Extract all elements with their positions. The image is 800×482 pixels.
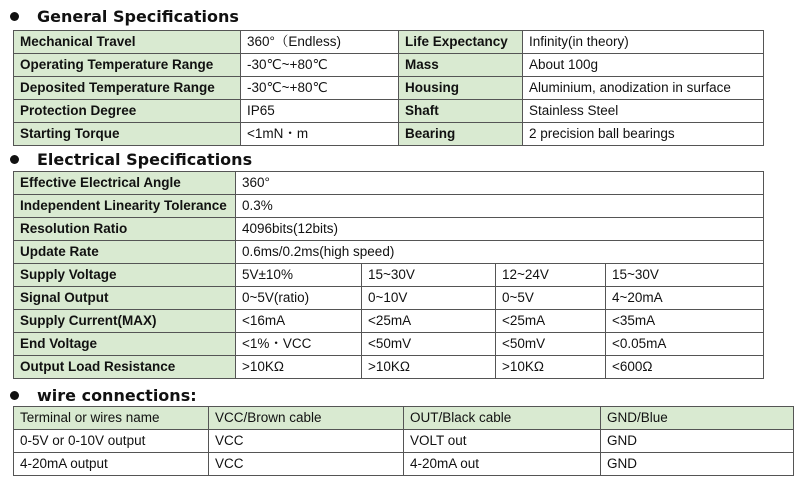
wire-connections-title: wire connections: [37,385,197,405]
spec-label: Supply Voltage [14,264,236,287]
table-row [14,356,764,379]
table-row [14,287,764,310]
spec-label: Update Rate [14,241,236,264]
spec-label: Mechanical Travel [14,31,241,54]
table-row [14,123,764,146]
spec-value: -30℃~+80℃ [241,54,399,77]
spec-label: Starting Torque [14,123,241,146]
table-row [14,333,764,356]
spec-value: 360°（Endless) [241,31,399,54]
spec-label: End Voltage [14,333,236,356]
bullet-icon [10,155,19,164]
table-row [14,453,794,476]
column-header: Terminal or wires name [14,407,209,430]
spec-value: 0.3% [236,195,764,218]
spec-value: <50mV [362,333,496,356]
table-row [14,54,764,77]
spec-value: <1mN・m [241,123,399,146]
spec-value: 4~20mA [606,287,764,310]
spec-label: Deposited Temperature Range [14,77,241,100]
spec-value: Stainless Steel [523,100,764,123]
spec-value: <25mA [362,310,496,333]
table-cell: VCC [209,453,404,476]
electrical-specs-title: Electrical Specifications [37,149,253,169]
spec-value: 4096bits(12bits) [236,218,764,241]
spec-value: <1%・VCC [236,333,362,356]
spec-value: <600Ω [606,356,764,379]
general-specs-title: General Specifications [37,6,239,26]
spec-value: <50mV [496,333,606,356]
spec-value: -30℃~+80℃ [241,77,399,100]
spec-value: >10KΩ [362,356,496,379]
spec-value: 15~30V [606,264,764,287]
spec-value: 0~10V [362,287,496,310]
table-cell: GND [601,453,794,476]
table-row [14,77,764,100]
table-cell: 0-5V or 0-10V output [14,430,209,453]
column-header: GND/Blue [601,407,794,430]
spec-label: Housing [399,77,523,100]
electrical-specs-table [13,171,764,379]
spec-value: >10KΩ [496,356,606,379]
table-row [14,195,764,218]
spec-label: Bearing [399,123,523,146]
spec-value: Aluminium, anodization in surface [523,77,764,100]
spec-value: <16mA [236,310,362,333]
table-row [14,218,764,241]
general-specs-heading [10,5,239,27]
spec-label: Protection Degree [14,100,241,123]
spec-value: <25mA [496,310,606,333]
spec-label: Life Expectancy [399,31,523,54]
spec-label: Independent Linearity Tolerance [14,195,236,218]
spec-value: 360° [236,172,764,195]
spec-value: 15~30V [362,264,496,287]
general-specs-table [13,30,764,146]
table-row [14,264,764,287]
spec-value: Infinity(in theory) [523,31,764,54]
spec-value: 12~24V [496,264,606,287]
spec-value: 0~5V [496,287,606,310]
spec-value: About 100g [523,54,764,77]
bullet-icon [10,12,19,21]
spec-label: Operating Temperature Range [14,54,241,77]
table-cell: 4-20mA output [14,453,209,476]
table-row [14,100,764,123]
spec-label: Output Load Resistance [14,356,236,379]
spec-label: Mass [399,54,523,77]
table-row [14,31,764,54]
spec-label: Effective Electrical Angle [14,172,236,195]
table-row [14,241,764,264]
table-cell: VOLT out [404,430,601,453]
table-row [14,430,794,453]
spec-label: Supply Current(MAX) [14,310,236,333]
bullet-icon [10,391,19,400]
spec-value: >10KΩ [236,356,362,379]
spec-value: 0.6ms/0.2ms(high speed) [236,241,764,264]
spec-value: IP65 [241,100,399,123]
spec-value: 2 precision ball bearings [523,123,764,146]
spec-label: Resolution Ratio [14,218,236,241]
spec-label: Shaft [399,100,523,123]
wire-connections-heading [10,384,197,406]
column-header: OUT/Black cable [404,407,601,430]
spec-value: <0.05mA [606,333,764,356]
table-row [14,172,764,195]
table-cell: 4-20mA out [404,453,601,476]
spec-value: 0~5V(ratio) [236,287,362,310]
table-header-row [14,407,794,430]
table-row [14,310,764,333]
spec-label: Signal Output [14,287,236,310]
table-cell: VCC [209,430,404,453]
column-header: VCC/Brown cable [209,407,404,430]
spec-value: 5V±10% [236,264,362,287]
wire-connections-table [13,406,794,476]
spec-value: <35mA [606,310,764,333]
electrical-specs-heading [10,148,252,170]
table-cell: GND [601,430,794,453]
